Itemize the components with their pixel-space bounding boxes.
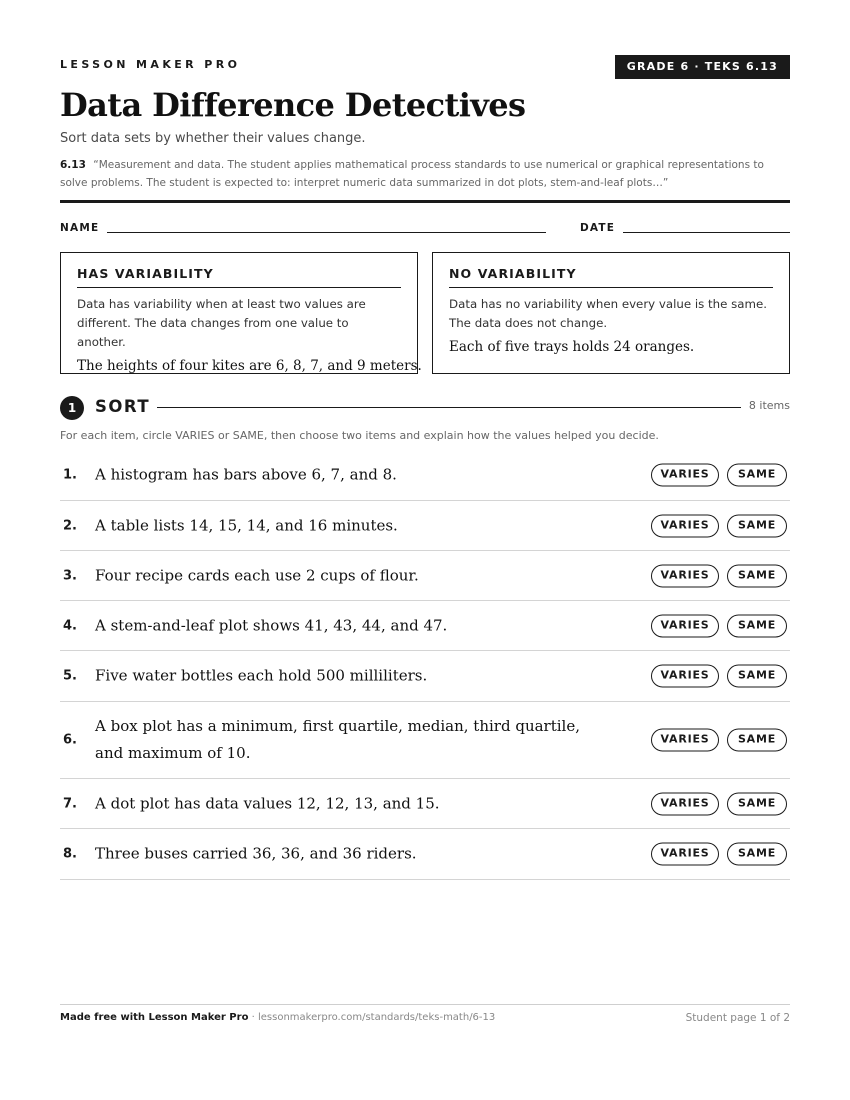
varies-choice[interactable]: VARIES <box>651 665 719 688</box>
footer-credit <box>60 1012 495 1023</box>
choice-group <box>651 729 787 752</box>
standard-code: 6.13 <box>60 159 86 171</box>
item-number: 5. <box>63 668 77 684</box>
date-label: DATE <box>580 222 616 234</box>
list-item <box>60 651 790 702</box>
item-text: A stem-and-leaf plot shows 41, 43, 44, and 47. <box>95 616 448 634</box>
same-choice[interactable]: SAME <box>727 564 787 587</box>
name-field[interactable] <box>107 232 546 233</box>
footer-made-with: Made free with Lesson Maker Pro <box>60 1012 249 1023</box>
choice-group <box>651 464 787 487</box>
item-text: Three buses carried 36, 36, and 36 riders. <box>95 844 417 863</box>
varies-choice[interactable]: VARIES <box>651 514 719 537</box>
section-instructions: For each item, circle VARIES or SAME, then choose two items and explain how the values helped you decide. <box>60 429 659 442</box>
varies-choice[interactable]: VARIES <box>651 843 719 866</box>
footer-url[interactable]: lessonmakerpro.com/standards/teks-math/6-13 <box>257 1012 496 1023</box>
section-number-badge: 1 <box>60 396 84 420</box>
section-title: SORT <box>95 397 151 416</box>
list-item <box>60 829 790 880</box>
list-item <box>60 501 790 551</box>
page-subtitle: Sort data sets by whether their values change. <box>60 131 366 146</box>
same-choice[interactable]: SAME <box>727 514 787 537</box>
varies-choice[interactable]: VARIES <box>651 614 719 637</box>
section-divider <box>157 407 741 408</box>
item-list <box>60 450 790 880</box>
item-number: 1. <box>63 467 77 483</box>
box-example: The heights of four kites are 6, 8, 7, and 9 meters. <box>77 358 422 374</box>
list-item <box>60 779 790 829</box>
item-text: A table lists 14, 15, 14, and 16 minutes. <box>95 516 398 534</box>
date-field[interactable] <box>623 232 790 233</box>
grade-badge: GRADE 6 · TEKS 6.13 <box>615 55 790 79</box>
brand-name: LESSON MAKER PRO <box>60 58 241 71</box>
list-item <box>60 551 790 601</box>
varies-choice[interactable]: VARIES <box>651 464 719 487</box>
same-choice[interactable]: SAME <box>727 843 787 866</box>
box-definition: Data has variability when at least two values are different. The data changes from one value to another. <box>77 297 366 349</box>
item-number: 2. <box>63 518 77 533</box>
choice-group <box>651 614 787 637</box>
choice-group <box>651 665 787 688</box>
box-title: HAS VARIABILITY <box>77 266 401 288</box>
box-example: Each of five trays holds 24 oranges. <box>449 339 695 355</box>
footer-separator: · <box>248 1012 258 1023</box>
item-text: A dot plot has data values 12, 12, 13, and 15. <box>95 794 440 812</box>
same-choice[interactable]: SAME <box>727 665 787 688</box>
page-title: Data Difference Detectives <box>60 86 526 124</box>
choice-group <box>651 792 787 815</box>
header-divider <box>60 200 790 203</box>
list-item <box>60 702 790 779</box>
choice-group <box>651 514 787 537</box>
choice-group <box>651 843 787 866</box>
name-label: NAME <box>60 222 100 234</box>
box-title: NO VARIABILITY <box>449 266 773 288</box>
varies-choice[interactable]: VARIES <box>651 729 719 752</box>
box-definition: Data has no variability when every value is the same. The data does not change. <box>449 297 768 330</box>
item-text: Five water bottles each hold 500 milliliters. <box>95 666 428 685</box>
item-number: 7. <box>63 796 77 811</box>
has-variability-box <box>60 252 422 374</box>
same-choice[interactable]: SAME <box>727 614 787 637</box>
item-text: A histogram has bars above 6, 7, and 8. <box>95 465 397 484</box>
item-number: 6. <box>63 732 77 748</box>
same-choice[interactable]: SAME <box>727 729 787 752</box>
choice-group <box>651 564 787 587</box>
standard-text: “Measurement and data. The student applies mathematical process standards to use numerical or graphical representations to solve problems. The student is expected to: interpret numeric data summarized in dot plots, stem-and-leaf plots…” <box>60 159 764 189</box>
item-count: 8 items <box>748 399 790 412</box>
item-number: 8. <box>63 846 77 862</box>
item-number: 4. <box>63 618 77 633</box>
same-choice[interactable]: SAME <box>727 464 787 487</box>
item-text: A box plot has a minimum, first quartile, median, third quartile, and maximum of 10. <box>95 717 580 762</box>
footer-divider <box>60 1004 790 1005</box>
varies-choice[interactable]: VARIES <box>651 564 719 587</box>
item-text: Four recipe cards each use 2 cups of flour. <box>95 566 419 584</box>
standard-description <box>60 156 790 192</box>
item-number: 3. <box>63 568 77 583</box>
varies-choice[interactable]: VARIES <box>651 792 719 815</box>
footer-page-number: Student page 1 of 2 <box>685 1012 790 1024</box>
same-choice[interactable]: SAME <box>727 792 787 815</box>
no-variability-box <box>432 252 790 374</box>
list-item <box>60 601 790 651</box>
list-item <box>60 450 790 501</box>
